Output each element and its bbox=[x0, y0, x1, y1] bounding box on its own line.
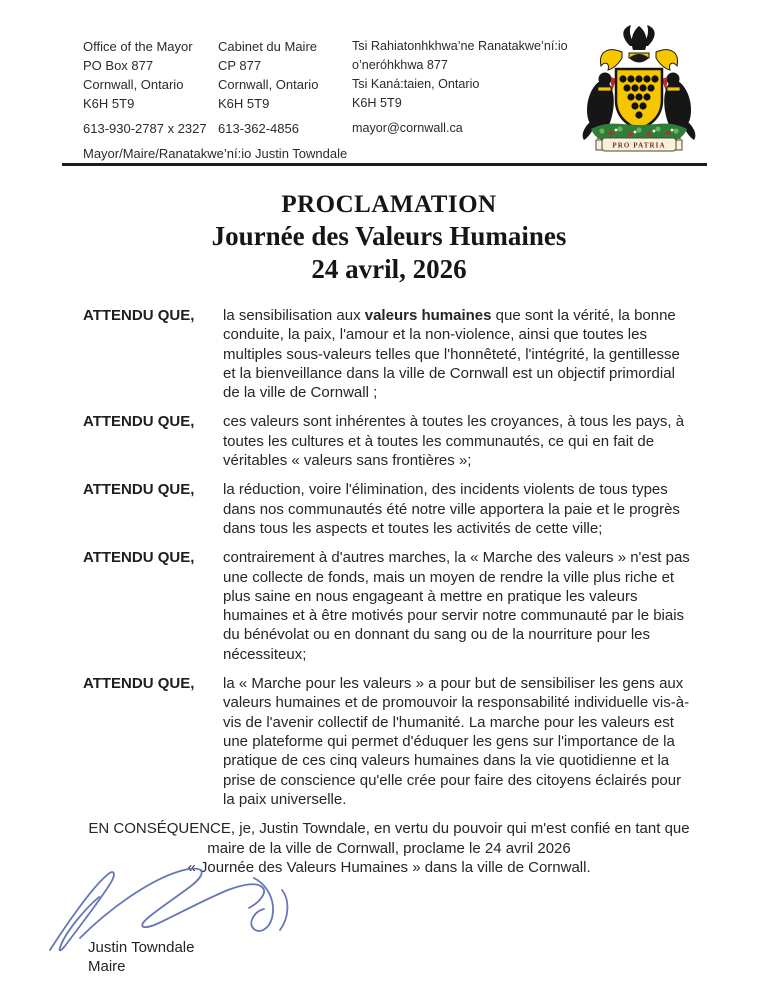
event-date: 24 avril, 2026 bbox=[311, 254, 467, 284]
coat-of-arms-icon bbox=[572, 24, 706, 156]
whereas-clause bbox=[83, 548, 695, 664]
crest-bird-icon bbox=[623, 25, 654, 50]
letterhead-line: Cabinet du Maire bbox=[218, 39, 317, 54]
whereas-clause bbox=[83, 674, 695, 809]
whereas-text: ces valeurs sont inhérentes à toutes les croyances, à tous les pays, à toutes les cultures et à toutes les communautés, ce qui en fait de véritables « valeurs sans frontières »; bbox=[223, 413, 685, 470]
whereas-label: ATTENDU QUE, bbox=[83, 481, 195, 499]
title-block bbox=[83, 190, 695, 286]
letterhead-line: Cornwall, Ontario bbox=[218, 77, 319, 92]
letterhead-line: CP 877 bbox=[218, 58, 262, 73]
clause-text-bold: valeurs humaines bbox=[364, 307, 492, 324]
letterhead-line: o’neróhkhwa 877 bbox=[352, 58, 448, 72]
letterhead-line: PO Box 877 bbox=[83, 58, 154, 73]
whereas-label: ATTENDU QUE, bbox=[83, 413, 195, 431]
cornwall-crest-graphic bbox=[572, 24, 706, 156]
letterhead-line: Office of the Mayor bbox=[83, 39, 193, 54]
clause-text-part: que sont la vérité, la bonne conduite, la paix, l'amour et la non-violence, ainsi que toutes les multiples sous-valeurs telles que l'honnêteté, l'intégrité, la gentillesse et la bienveillance dans la ville de Cornwall est un objectif primordial de la ville de Cornwall ; bbox=[223, 307, 680, 402]
motto-text: PRO PATRIA bbox=[612, 141, 666, 150]
whereas-text: la réduction, voire l'élimination, des incidents violents de tous types dans nos communautés été notre ville apportera la paie et le progrès dans tous les aspects et toutes les activités de cette ville; bbox=[223, 481, 680, 537]
signatory-role: Maire bbox=[88, 958, 126, 975]
shield-icon bbox=[616, 69, 662, 130]
proclamation-title: PROCLAMATION bbox=[281, 191, 497, 218]
mayor-name-line: Mayor/Maire/Ranatakwe’ní:io Justin Towndale bbox=[83, 146, 348, 161]
closing-line: EN CONSÉQUENCE, je, Justin Towndale, en vertu du pouvoir qui m'est confié en tant que bbox=[88, 820, 690, 838]
clause-text-part: la sensibilisation aux bbox=[223, 307, 365, 324]
letterhead-divider bbox=[62, 163, 707, 166]
event-title: Journée des Valeurs Humaines bbox=[211, 221, 567, 251]
whereas-label: ATTENDU QUE, bbox=[83, 307, 195, 324]
email-address: mayor@cornwall.ca bbox=[352, 121, 463, 135]
signature-block bbox=[88, 938, 194, 976]
letterhead-column-mohawk bbox=[352, 37, 568, 138]
whereas-clause bbox=[83, 412, 695, 470]
closing-line: « Journée des Valeurs Humaines » dans la ville de Cornwall. bbox=[187, 859, 591, 877]
letterhead-column-french bbox=[218, 37, 318, 138]
letterhead-line: Cornwall, Ontario bbox=[83, 77, 184, 92]
whereas-text: la « Marche pour les valeurs » a pour but de sensibiliser les gens aux valeurs humaines et de promouvoir la responsabilité individuelle vis-à-vis de l'avenir collectif de l'humanité. La marche pour les valeurs est une plateforme qui permet d'éduquer les gens sur l'importance de la pratique de ces cinq valeurs humaines dans la vie quotidienne et la prise de conscience qu'elle crée pour faire des citoyens éclairés pour la paix universelle. bbox=[223, 675, 690, 808]
phone-number: 613-362-4856 bbox=[218, 121, 299, 136]
phone-number: 613-930-2787 x 2327 bbox=[83, 121, 207, 136]
letterhead-line: Tsi Kaná:taien, Ontario bbox=[352, 77, 480, 91]
letterhead-line: Tsi Rahiatonhkhwa’ne Ranatakwe’ní:io bbox=[352, 39, 568, 53]
whereas-clause bbox=[83, 480, 695, 538]
letterhead-column-english bbox=[83, 37, 207, 138]
whereas-text: contrairement à d'autres marches, la « Marche des valeurs » n'est pas une collecte de fonds, mais un moyen de rendre la ville plus riche et plus saine en nous engageant à mettre en pratique les valeurs humaines et à être motivés pour servir notre communauté par le biais du bénévolat ou en donnant du sang ou de la nourriture pour les nécessiteux; bbox=[223, 549, 690, 663]
letterhead-line: K6H 5T9 bbox=[218, 96, 270, 111]
whereas-clause bbox=[83, 306, 695, 402]
whereas-label: ATTENDU QUE, bbox=[83, 549, 195, 567]
closing-line: maire de la ville de Cornwall, proclame le 24 avril 2026 bbox=[207, 839, 571, 857]
letterhead-line: K6H 5T9 bbox=[83, 96, 135, 111]
letterhead-line: K6H 5T9 bbox=[352, 96, 402, 110]
signatory-name: Justin Towndale bbox=[88, 939, 195, 956]
whereas-label: ATTENDU QUE, bbox=[83, 675, 195, 693]
proclamation-body bbox=[83, 190, 695, 878]
motto-scroll bbox=[596, 138, 682, 151]
whereas-text bbox=[223, 306, 695, 402]
